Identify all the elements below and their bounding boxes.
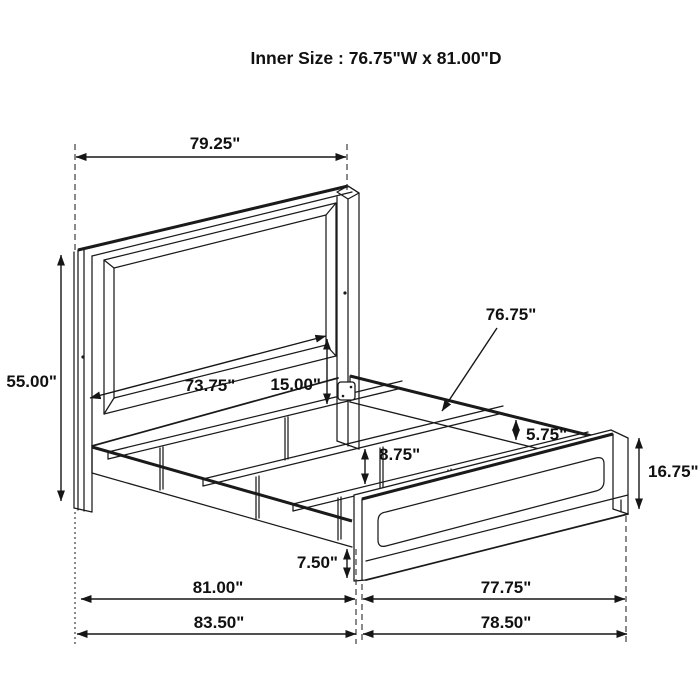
dim-leader-slat-inner-width xyxy=(442,328,497,411)
dim-inner-depth-label: 81.00" xyxy=(192,578,244,597)
diagram-title: Inner Size : 76.75"W x 81.00"D xyxy=(250,48,502,68)
dimension-annotations xyxy=(6,48,698,644)
headboard-right-post xyxy=(337,186,359,449)
dim-slat-inner-width-label: 76.75" xyxy=(485,305,537,324)
dim-headboard-inner-width-label: 73.75" xyxy=(184,376,236,395)
dim-headboard-clearance-label: 15.00" xyxy=(270,375,321,394)
dim-headboard-width-label: 79.25" xyxy=(189,134,241,153)
near-side-rail xyxy=(92,447,352,547)
headboard-left-post xyxy=(74,248,92,512)
dim-headboard-height-label: 55.00" xyxy=(6,372,57,391)
dim-overall-depth-label: 83.50" xyxy=(193,613,245,632)
dim-footboard-inner-width-label: 77.75" xyxy=(480,578,532,597)
dim-slat-height-label: 8.75" xyxy=(379,445,421,464)
dim-footboard-overall-width-label: 78.50" xyxy=(480,613,532,632)
dim-rail-clearance-label: 7.50" xyxy=(296,553,338,572)
dim-rail-height-label: 5.75" xyxy=(526,425,568,444)
right-post-screw-dot xyxy=(343,291,346,294)
left-post-screw-dot xyxy=(81,355,84,358)
headboard xyxy=(74,186,359,512)
rail-bracket xyxy=(338,382,355,400)
dim-footboard-height-label: 16.75" xyxy=(648,462,699,481)
